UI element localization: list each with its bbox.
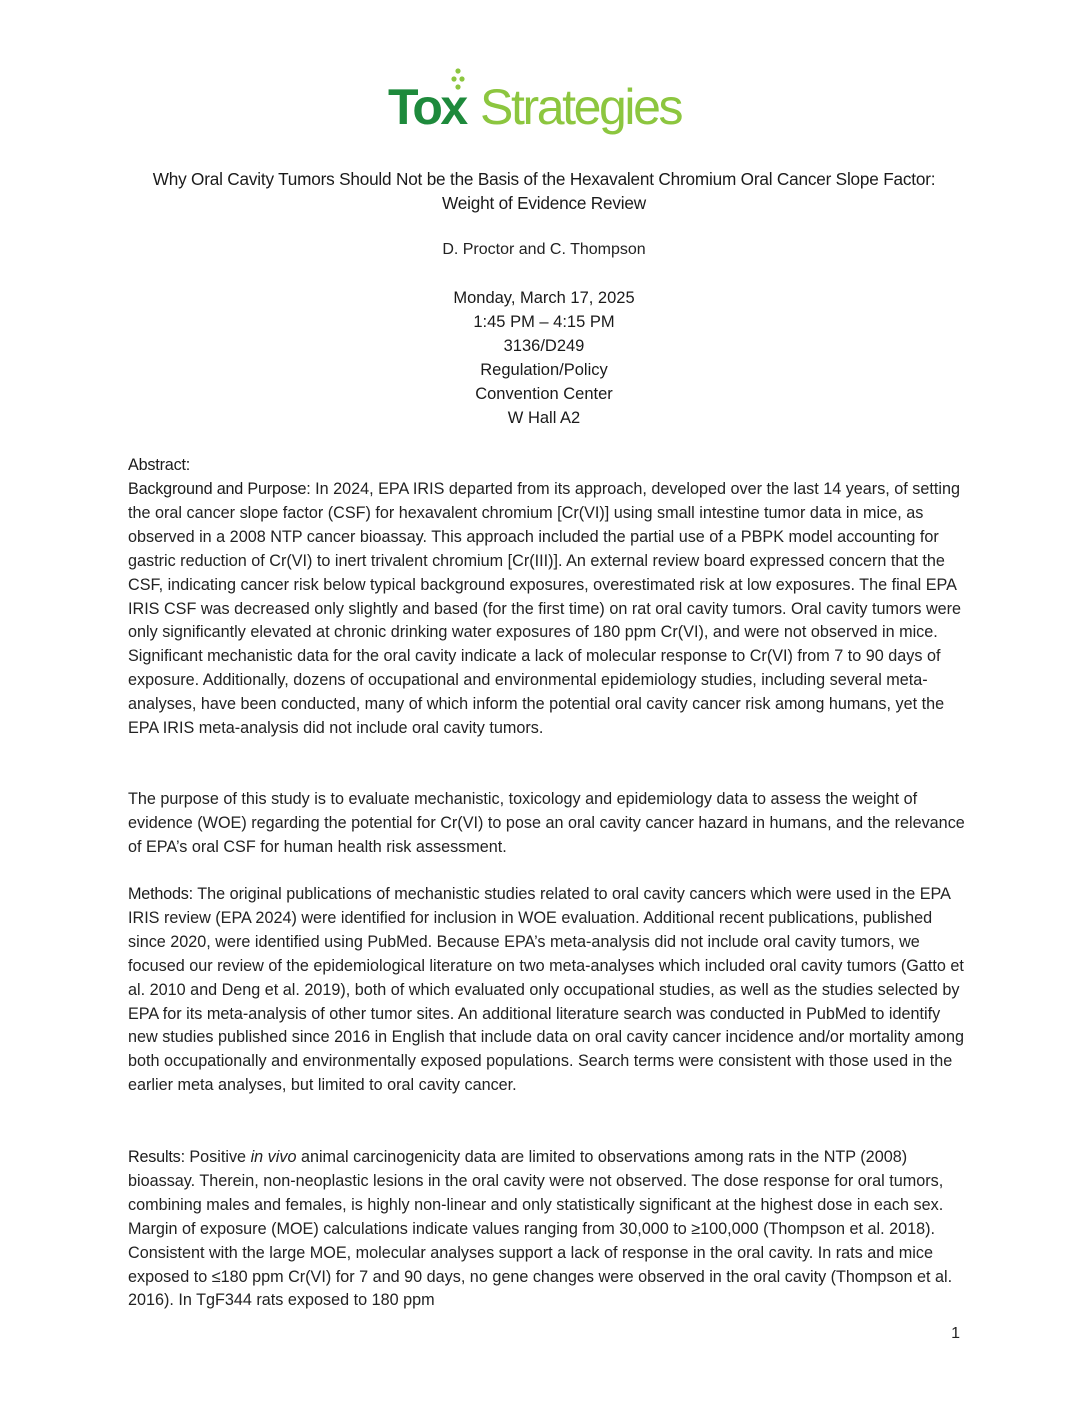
methods-text: The original publications of mechanistic studies related to oral cavity cancers which were used in the EPA IRIS review (EPA 2024) were identified for inclusion in WOE evaluation. Additional recent publications, published since 2020, were identified using PubMed. Because EPA’s meta-analysis did not include oral cavity tumors, we focused our review of the epidemiological literature on two meta-analyses which included oral cavity tumors (Gatto et al. 2010 and Deng et al. 2019), both of which evaluated only occupational studies, as well as the studies selected by EPA for its meta-analysis of other tumor sites. An additional literature search was conducted in PubMed to identify new studies published since 2016 in English that include data on oral cavity cancer incidence and/or mortality among both occupationally and environmentally exposed populations. Search terms were consistent with those used in the earlier meta analyses, but limited to oral cavity cancer. <box>128 885 964 1095</box>
logo-text-tox: Tox <box>388 79 466 135</box>
background-label: Background and Purpose: <box>128 480 311 498</box>
abstract-heading: Abstract: <box>128 456 191 474</box>
session-date: Monday, March 17, 2025 <box>453 289 635 307</box>
session-code: 3136/D249 <box>503 337 585 355</box>
background-text: In 2024, EPA IRIS departed from its approach, developed over the last 14 years, of setting the oral cancer slope factor (CSF) for hexavalent chromium [Cr(VI)] using small intestine tumor data in mice, as observed in a 2008 NTP cancer bioassay. This approach included the partial use of a PBPK model accounting for gastric reduction of Cr(VI) to inert trivalent chromium [Cr(III)]. An external review board expressed concern that the CSF, indicating cancer risk below typical background exposures, overestimated risk at low exposures. The final EPA IRIS CSF was decreased only slightly and based (for the first time) on rat oral cavity tumors. Oral cavity tumors were only significantly elevated at chronic drinking water exposures of 180 ppm Cr(VI), and were not observed in mice. Significant mechanistic data for the oral cavity indicate a lack of molecular response to Cr(VI) from 7 to 90 days of exposure. Additionally, dozens of occupational and environmental epidemiology studies, including several meta-analyses, have been conducted, many of which inform the potential oral cavity cancer risk among humans, yet the EPA IRIS meta-analysis did not include oral cavity tumors. <box>128 480 962 738</box>
methods-label: Methods: <box>128 885 193 903</box>
methods-paragraph <box>128 883 968 1098</box>
toxstrategies-logo <box>388 66 708 142</box>
session-info <box>100 286 988 430</box>
page-number: 1 <box>951 1325 960 1342</box>
purpose-text: The purpose of this study is to evaluate mechanistic, toxicology and epidemiology data to assess the weight of evidence (WOE) regarding the potential for Cr(VI) to pose an oral cavity cancer hazard in humans, and the relevance of EPA’s oral CSF for human health risk assessment. <box>128 790 965 856</box>
title-line-2: Weight of Evidence Review <box>442 193 646 213</box>
session-room: W Hall A2 <box>507 409 581 427</box>
results-text-after: animal carcinogenicity data are limited to observations among rats in the NTP (2008) bioassay. Therein, non-neoplastic lesions in the oral cavity were not observed. The dose response for oral tumors, combining males and females, is highly non-linear and only statistically significant at the highest dose in each sex. Margin of exposure (MOE) calculations indicate values ranging from 30,000 to ≥100,000 (Thompson et al. 2018). Consistent with the large MOE, molecular analyses support a lack of response in the oral cavity. In rats and mice exposed to ≤180 ppm Cr(VI) for 7 and 90 days, no gene changes were observed in the oral cavity (Thompson et al. 2016). In TgF344 rats exposed to 180 ppm <box>128 1148 953 1310</box>
results-paragraph <box>128 1146 968 1313</box>
logo-text-strategies: Strategies <box>480 79 682 135</box>
session-category: Regulation/Policy <box>480 361 608 379</box>
authors: D. Proctor and C. Thompson <box>442 241 646 258</box>
purpose-paragraph <box>128 788 968 860</box>
background-paragraph <box>128 478 968 741</box>
session-time: 1:45 PM – 4:15 PM <box>473 313 615 331</box>
results-label: Results: <box>128 1148 185 1166</box>
title-line-1: Why Oral Cavity Tumors Should Not be the Basis of the Hexavalent Chromium Oral Cancer Slope Factor: <box>152 169 936 189</box>
document-title <box>100 167 988 215</box>
session-venue: Convention Center <box>475 385 613 403</box>
results-text-before: Positive <box>184 1148 251 1166</box>
results-italic: in vivo <box>250 1148 297 1166</box>
